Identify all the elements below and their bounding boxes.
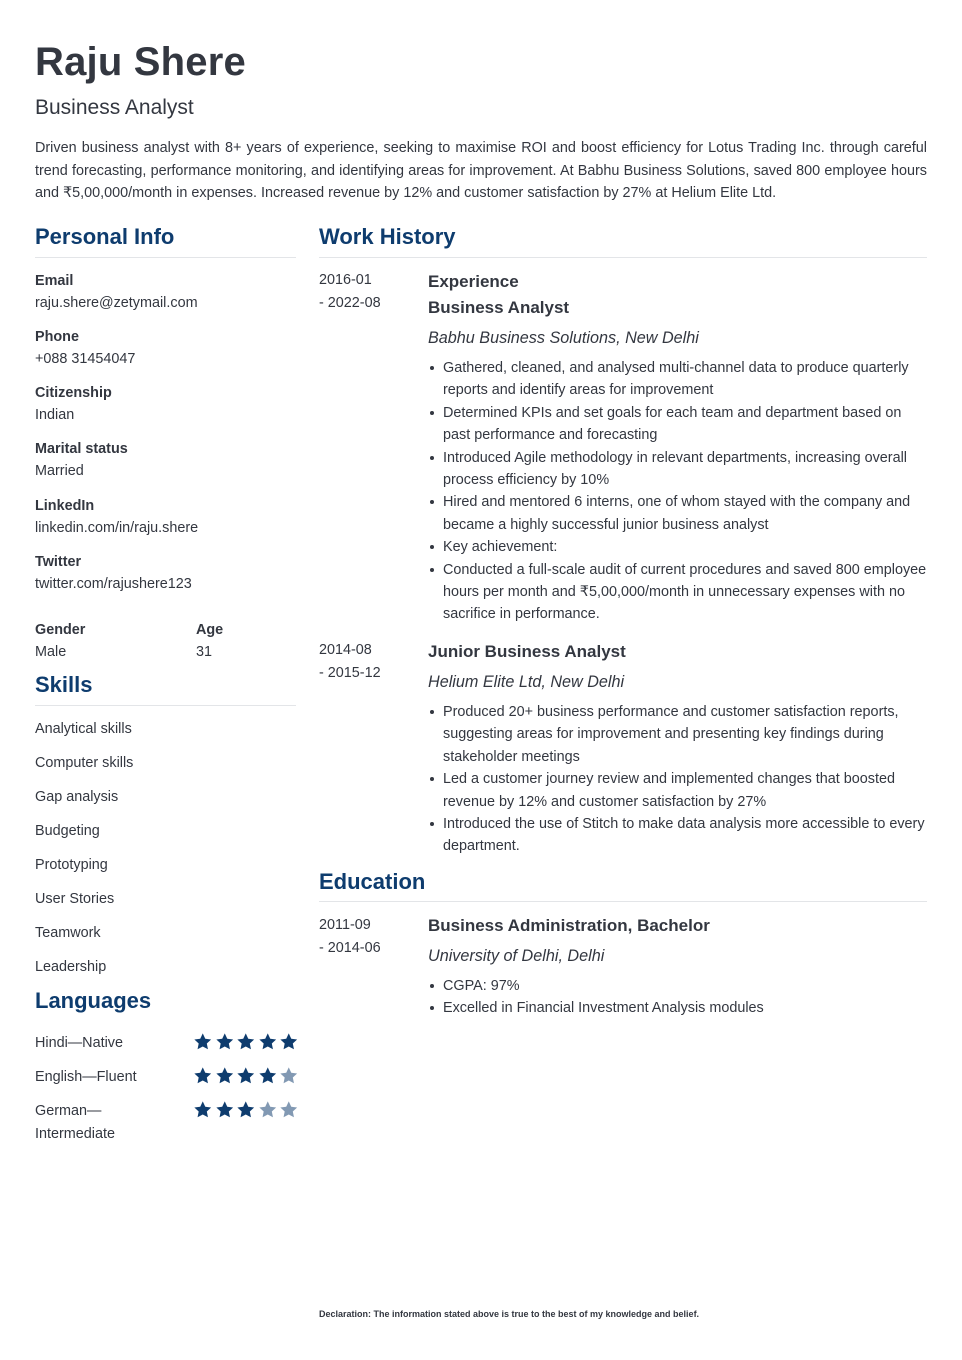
info-gender	[35, 620, 175, 662]
school-name: University of Delhi, Delhi	[428, 947, 605, 965]
education-entry	[428, 913, 927, 1020]
info-label: Marital status	[35, 441, 128, 457]
language-rating	[193, 1032, 299, 1051]
info-email	[35, 271, 296, 313]
job-dates	[319, 639, 409, 684]
filled-star-icon	[215, 1032, 235, 1051]
date-start: 2016-01	[319, 272, 372, 288]
empty-star-icon	[279, 1100, 299, 1119]
candidate-name: Raju Shere	[35, 40, 246, 84]
info-label: Email	[35, 273, 74, 289]
empty-star-icon	[258, 1100, 278, 1119]
info-value: 31	[196, 644, 213, 660]
date-end: - 2014-06	[319, 939, 381, 956]
bullet-item: Introduced Agile methodology in relevant departments, increasing overall process efficiency by 10%	[428, 447, 927, 492]
degree-title: Business Administration, Bachelor	[428, 916, 710, 935]
info-value: Indian	[35, 407, 75, 423]
info-linkedin	[35, 496, 296, 538]
bullet-item: Determined KPIs and set goals for each team and department based on past performance and forecasting	[428, 402, 927, 447]
job-heading: Experience	[428, 272, 519, 291]
date-start: 2014-08	[319, 642, 372, 658]
info-label: LinkedIn	[35, 498, 95, 514]
skill-item: Computer skills	[35, 755, 134, 771]
filled-star-icon	[193, 1032, 213, 1051]
filled-star-icon	[236, 1100, 256, 1119]
job-bullets	[428, 701, 927, 858]
info-marital-status	[35, 439, 296, 481]
info-label: Phone	[35, 329, 79, 345]
info-value: Male	[35, 644, 67, 660]
job-entry	[428, 639, 927, 858]
info-phone	[35, 327, 296, 369]
empty-star-icon	[279, 1066, 299, 1085]
job-company: Helium Elite Ltd, New Delhi	[428, 673, 625, 691]
job-title: Business Analyst	[428, 298, 570, 317]
skill-item: Teamwork	[35, 925, 101, 941]
language-rating	[193, 1066, 299, 1085]
info-label: Gender	[35, 622, 86, 638]
work-history-title: Work History	[319, 224, 456, 249]
language-name: English—Fluent	[35, 1069, 137, 1085]
job-title: Junior Business Analyst	[428, 642, 626, 661]
bullet-item: Introduced the use of Stitch to make data analysis more accessible to every department.	[428, 813, 927, 858]
education-divider	[319, 901, 927, 902]
filled-star-icon	[258, 1066, 278, 1085]
info-value: raju.shere@zetymail.com	[35, 295, 198, 311]
job-entry	[428, 269, 927, 626]
info-value: +088 31454047	[35, 351, 136, 367]
filled-star-icon	[279, 1032, 299, 1051]
info-citizenship	[35, 383, 296, 425]
filled-star-icon	[236, 1066, 256, 1085]
language-name: German—Intermediate	[35, 1103, 115, 1142]
bullet-item: Conducted a full-scale audit of current procedures and saved 800 employee hours per month and ₹5,00,000/month in unnecessary expenses with no sacrifice in performance.	[428, 559, 927, 626]
filled-star-icon	[193, 1066, 213, 1085]
info-value: linkedin.com/in/raju.shere	[35, 520, 199, 536]
info-twitter	[35, 552, 296, 594]
bullet-item: Excelled in Financial Investment Analysis modules	[428, 997, 927, 1019]
education-dates	[319, 914, 409, 959]
filled-star-icon	[236, 1032, 256, 1051]
profile-summary: Driven business analyst with 8+ years of experience, seeking to maximise ROI and boost efficiency for Lotus Trading Inc. through careful trend forecasting, performance monitoring, and identifying areas for improvement. At Babhu Business Solutions, saved 800 employee hours and ₹5,00,000/month in expenses. Increased revenue by 12% and customer satisfaction by 27% at Helium Elite Ltd.	[35, 140, 927, 201]
skill-item: Gap analysis	[35, 789, 119, 805]
job-bullets	[428, 357, 927, 626]
filled-star-icon	[215, 1066, 235, 1085]
bullet-item: Key achievement:	[428, 536, 927, 558]
filled-star-icon	[258, 1032, 278, 1051]
filled-star-icon	[215, 1100, 235, 1119]
bullet-item: Led a customer journey review and implemented changes that boosted revenue by 12% and customer satisfaction by 27%	[428, 768, 927, 813]
job-company: Babhu Business Solutions, New Delhi	[428, 329, 699, 347]
info-value: Married	[35, 463, 84, 479]
skills-title: Skills	[35, 672, 93, 697]
work-history-divider	[319, 257, 927, 258]
language-rating	[193, 1100, 299, 1119]
job-dates	[319, 269, 409, 314]
education-title: Education	[319, 869, 426, 894]
date-end: - 2015-12	[319, 664, 381, 681]
language-name: Hindi—Native	[35, 1035, 123, 1051]
skills-divider	[35, 705, 296, 706]
date-end: - 2022-08	[319, 294, 381, 311]
date-start: 2011-09	[319, 917, 371, 933]
skill-item: Budgeting	[35, 823, 100, 839]
skill-item: Analytical skills	[35, 721, 132, 737]
education-bullets	[428, 975, 927, 1020]
bullet-item: Produced 20+ business performance and customer satisfaction reports, suggesting areas for improvement and presenting key findings during stakeholder meetings	[428, 701, 927, 768]
bullet-item: Gathered, cleaned, and analysed multi-channel data to produce quarterly reports and identify areas for improvement	[428, 357, 927, 402]
bullet-item: CGPA: 97%	[428, 975, 927, 997]
filled-star-icon	[193, 1100, 213, 1119]
info-label: Citizenship	[35, 385, 112, 401]
info-value: twitter.com/rajushere123	[35, 576, 192, 592]
declaration-text: Declaration: The information stated above is true to the best of my knowledge and belief.	[319, 1309, 700, 1319]
info-label: Twitter	[35, 554, 82, 570]
skill-item: Prototyping	[35, 857, 108, 873]
bullet-item: Hired and mentored 6 interns, one of whom stayed with the company and became a highly successful junior business analyst	[428, 491, 927, 536]
candidate-role: Business Analyst	[35, 96, 194, 119]
info-label: Age	[196, 622, 224, 638]
info-age	[196, 620, 296, 662]
languages-title: Languages	[35, 988, 152, 1013]
personal-info-divider	[35, 257, 296, 258]
skill-item: Leadership	[35, 959, 107, 975]
personal-info-title: Personal Info	[35, 224, 175, 249]
skill-item: User Stories	[35, 891, 115, 907]
